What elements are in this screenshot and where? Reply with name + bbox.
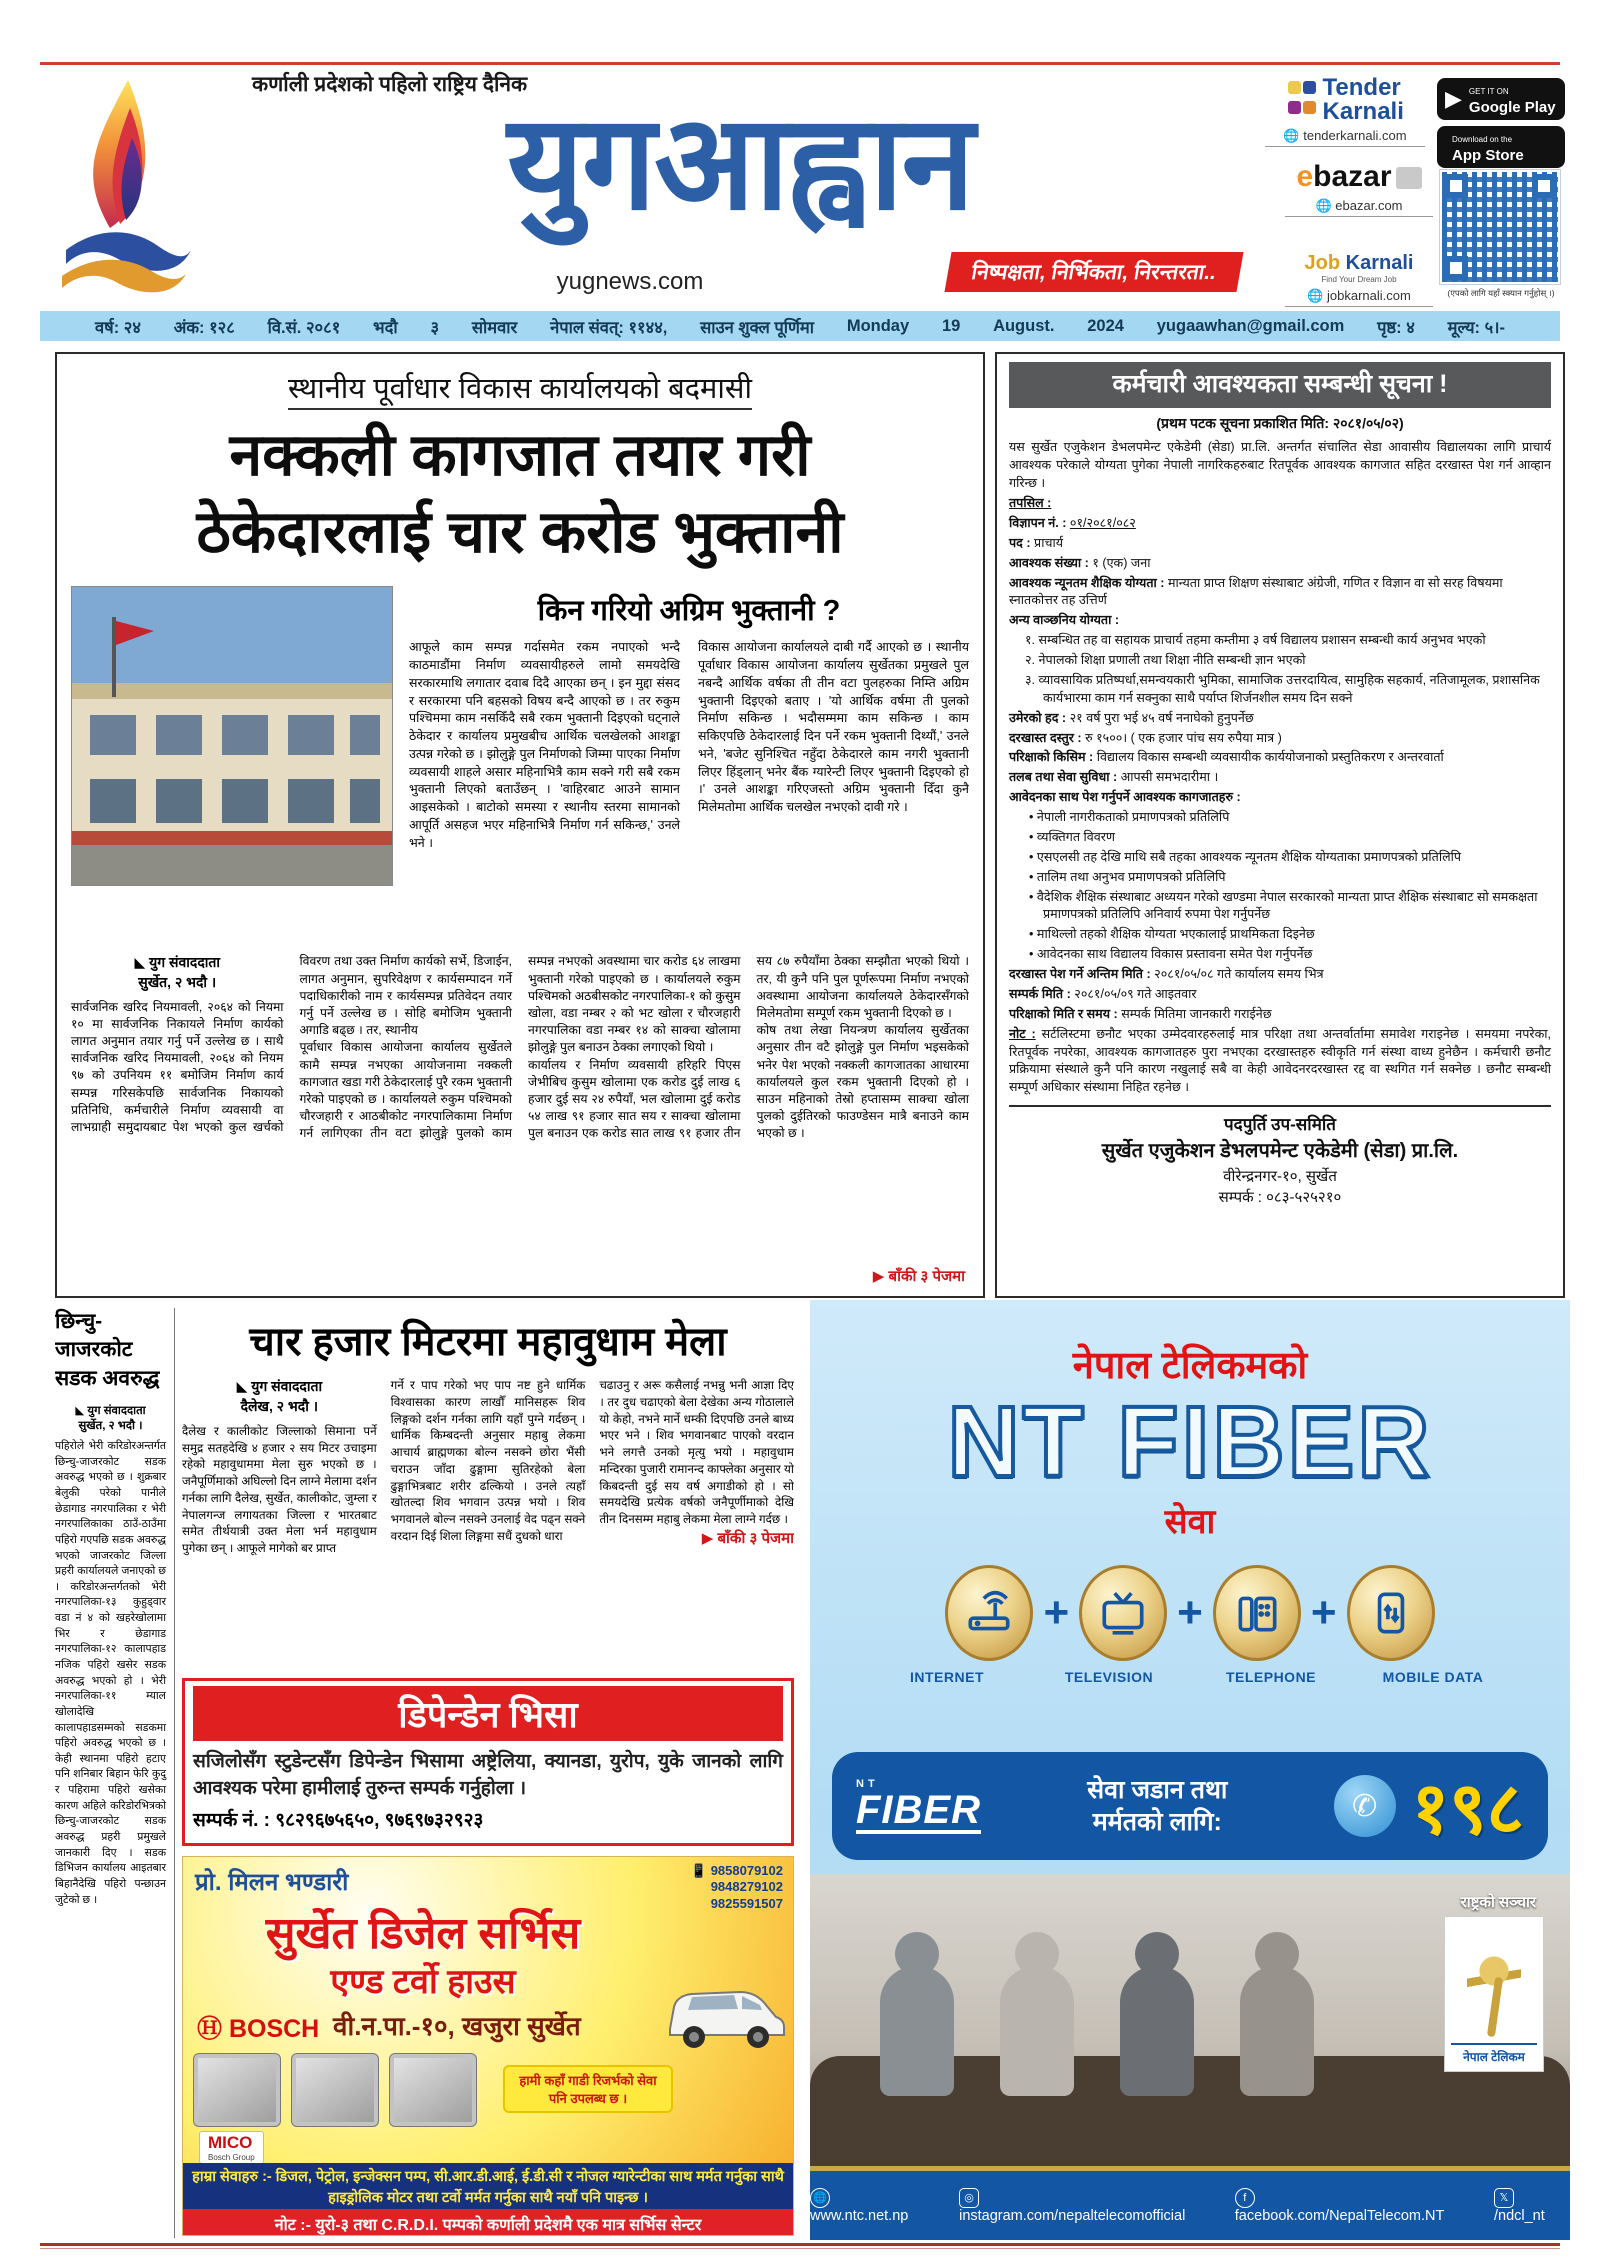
mico-sub: Bosch Group [208,2153,255,2162]
notice-footer [1009,1105,1551,1208]
visa-ad-contact[interactable]: सम्पर्क नं. : ९८२९६७५६५०, ९७६९७३२९२३ [193,1810,484,1832]
notice-address: वीरेन्द्रनगर-१०, सुर्खेत [1223,1167,1337,1185]
ebazar-url[interactable]: 🌐 ebazar.com [1285,198,1433,217]
instagram-icon: ◎ [959,2188,979,2208]
dateline-year: वर्ष: २४ [95,318,141,337]
phone-call-icon: ✆ [1334,1775,1396,1837]
label-telephone: TELEPHONE [1225,1669,1317,1685]
television-icon [1079,1565,1167,1661]
notice-value: १ (एक) जना [1092,555,1151,570]
lead-subhead: किन गरियो अग्रिम भुक्तानी ? [537,595,841,628]
notice-value: २०८१/०५/०८ गते कार्यालय समय भित्र [1154,967,1324,981]
notice-bullet: • वैदेशिक शैक्षिक संस्थाबाट अध्ययन गरेको खण्डमा नेपाल सरकारको मान्यता प्राप्त शैक्षिक संस्थाबाट सो समकक्षता प्रमाणपत्रको प्रतिलिपि अनिवार्य रुपमा पेश गर्नुपर्नेछ [1029,889,1538,922]
notice-value: २१ वर्ष पुरा भई ४५ वर्ष ननाघेको हुनुपर्नेछ [1069,710,1254,725]
lead-paragraph: कार्यालय र निर्माण व्यवसायी हरिहरि पिएस जेभीबिच कुसुम खोलामा एक करोड दुई लाख ६ हजार दुई सय २४ रुपैयाँ, भल खोलामा दुई करोड ५४ लाख ९१ हजार सात सय र साक्चा खोलामा पुल बनाउन एक करोड सात लाख ९१ हजार तीन सय ८७ रुपैयाँमा ठेक्का सम्झौता भएको थियो । तर, यी कुनै पनि पुल पूर्णरूपमा निर्माण नभएको अवस्थामा आयोजना कार्यालयले ठेकेदारसँगको मिलेमतोमा सम्पूर्ण रकम भुक्तानी दिएको छ । [528,954,969,1141]
diesel-owner: प्रो. मिलन भण्डारी [195,1869,349,1896]
dateline-en-month: August. [993,316,1055,335]
visa-ad-title: डिपेन्डेन भिसा [193,1686,783,1741]
injection-pump-image [389,2053,477,2127]
label-television: TELEVISION [1064,1669,1154,1685]
notice-value: रु १५००। ( एक हजार पांच सय रुपैया मात्र ) [1085,730,1282,745]
globe-icon: 🌐 [810,2188,830,2208]
diesel-phone[interactable]: 9858079102 [710,1863,783,1878]
label-mobile-data: MOBILE DATA [1382,1669,1484,1685]
notice-label: आवेदनका साथ पेश गर्नुपर्ने आवश्यक कागजातहरु : [1009,790,1241,805]
google-play-badge[interactable] [1437,78,1565,120]
person-silhouette [880,1966,954,2096]
job-name-1: Job [1304,252,1341,274]
notice-bullet: • तालिम तथा अनुभव प्रमाणपत्रको प्रतिलिपि [1029,869,1226,884]
notice-label: दरखास्त दस्तुर : [1009,730,1082,745]
job-tagline: Find Your Dream Job [1321,275,1397,284]
tender-name-1: Tender [1322,74,1401,101]
notice-value: प्राचार्य [1034,535,1064,550]
gplay-line1: GET IT ON [1468,87,1509,96]
job-url[interactable]: 🌐 jobkarnali.com [1285,288,1433,307]
play-store-icon: ▶ [1445,86,1462,111]
lead-article [55,352,985,1298]
lead-kicker: स्थानीय पूर्वाधार विकास कार्यालयको बदमासी [71,368,969,407]
mela-continued-marker[interactable]: ▶ बाँकी ३ पेजमा [701,1529,794,1547]
notice-label: तलब तथा सेवा सुविधा : [1009,770,1118,785]
nepal-telecom-logo [1444,1916,1544,2072]
road-paragraph: पहिरोले भेरी करिडोरअन्तर्गत छिन्चु-जाजरकोट सडक अवरुद्ध भएको छ । शुक्रबार बेलुकी परेको पानीले छेडागाड नगरपालिका र भेरी नगरपालिकाका ठाउँ-ठाउँमा पहिरो गएपछि सडक अवरुद्ध भएको जाजरकोट जिल्ला प्रहरी कार्यालयले जनाएको छ । करिडोरअन्तर्गतको भेरी नगरपालिका-१३ कुहुड्वार वडा नं ४ को खहरेखोलामा भिर र छेडागाड नगरपालिका-१२ कालापहाड नजिक पहिरो खसेर सडक अवरुद्ध भएको हो । भेरी नगरपालिका-११ म्याल खोलादेखि कालापहाडसम्मको सडकमा पहिरो अवरुद्ध भएको छ । केही स्थानमा पहिरो हटाए पनि शनिबार बिहान फेरि कुदु र पहिरामा पहिरो खसेका कारण अहिले करिडोरभित्रको छिन्चु-जाजरकोट सडक अवरुद्ध प्रहरी प्रमुखले जानकारी दिए । सडक डिभिजन कार्यालय आइतबार बिहानैदेखि पहिरो पन्छाउन जुटेको छ । [55,1440,166,1906]
dateline-price: मूल्य: ५।- [1447,318,1505,337]
tender-karnali-logo[interactable] [1265,76,1425,147]
qr-corner-icon [1444,256,1468,280]
notice-title: कर्मचारी आवश्यकता सम्बन्धी सूचना ! [1009,362,1551,408]
notice-value: आपसी समभदारीमा । [1120,770,1219,785]
dateline-day: ३ [430,318,440,337]
notice-label: परिक्षाको किसिम : [1009,750,1094,765]
shopping-bag-icon [1396,167,1422,189]
plus-sign: + [1310,1588,1337,1637]
nt-seva: सेवा [1164,1503,1216,1541]
lead-headline-line1: नक्कली कागजात तयार गरी [229,422,811,488]
notice-bullet: • माथिल्लो तहको शैक्षिक योग्यता भएकालाई प्राथमिकता दिइनेछ [1029,927,1315,942]
notice-contact[interactable]: सम्पर्क : ०८३-५२५२१० [1218,1188,1342,1206]
job-name-2: Karnali [1345,252,1414,274]
notice-note-label: नोट : [1009,1026,1036,1041]
notice-label: सम्पर्क मिति : [1009,986,1071,1001]
nt-hotline-bar [832,1752,1548,1860]
ebazar-e: e [1296,160,1314,193]
nt-fiber-logo: NT FIBER [856,1777,981,1832]
top-rule [40,62,1560,65]
mela-paragraph: गर्ने र पाप गरेको भए पाप नष्ट हुने धार्मिक विश्वासका कारण लाखौँ मानिसहरू शिव लिङ्गको दर्शन गर्नका लागि यहाँ पुग्ने गर्दछन् । धार्मिक किम्बदन्ती अनुसार महाबु लेकमा आचार्य ब्राह्मणका बोल्न नसक्ने छोरा भैंसी चराउन जाँदा ढुङ्गामा सुतिरहेको बेला ढुङ्गाभित्रबाट शरीर ढल्कियो । उनले त्यहाँ खोतल्दा शिव भगवान उत्पन्न भयो । शिव भगवानले बोल्न नसक्ने उनलाई वेद पढ्न सक्ने वरदान दिई शिला लिङ्गमा सधैं दुधको धारा [390,1378,586,1543]
person-silhouette [1000,1966,1074,2096]
person-silhouette [1240,1966,1314,2096]
nt-logo-label: नेपाल टेलिकम [1451,2043,1537,2065]
nt-family-photo [810,1874,1570,2166]
nt-website-link[interactable]: 🌐www.ntc.net.np [810,2188,933,2224]
bottom-rule [40,2243,1560,2249]
nt-fiber-ad[interactable] [810,1300,1570,2240]
nt-dancer-mark-icon [1467,1947,1521,2043]
road-headline: छिन्चु-जाजरकोट सडक अवरुद्ध [55,1310,160,1390]
diesel-note-strip: नोट :- युरो-३ तथा C.R.D.I. पम्पको कर्णाली प्रदेशमै एक मात्र सर्भिस सेन्टर [183,2209,793,2236]
notice-label: दरखास्त पेश गर्ने अन्तिम मिति : [1009,967,1151,981]
nt-cta-line2: मर्मतको लागि: [1092,1808,1222,1836]
app-store-badge[interactable] [1437,126,1565,168]
dateline-en-date: 19 [941,316,961,335]
mobile-data-icon [1347,1565,1435,1661]
lead-paragraph: पूर्वाधार विकास आयोजना कार्यालय सुर्खेतले कामै सम्पन्न नभएका आयोजनामा नक्कली कागजात खडा गरी ठेकेदारलाई पुरै रकम भुक्तानी गरेको पाइएको छ । कार्यालयले रुकुम पश्चिमको चौरजहारी र आठबीकोट नगरपालिकामा निर्माण गर्न लागिएका तीन वटा झोलुङ्गे पुलको काम सम्पन्न नभएको अवस्थामा चार करोड ६४ लाखमा भुक्तानी गरेको पाइएको छ । कार्यालयले रुकुम पश्चिमको अठबीसकोट नगरपालिका-१ को कुसुम खोला, वडा नम्बर २ को भट खोला र चौरजहारी नगरपालिका वडा नम्बर १४ को साक्चा खोलामा झोलुङ्गे पुल बनाउन ठेक्का लगाएको थियो । [299,954,741,1141]
qr-caption: (एपको लागि यहाँ स्क्यान गर्नुहोस् ।) [1447,288,1555,298]
lead-continued-marker[interactable]: ▶ बाँकी ३ पेजमा [867,1266,965,1286]
road-byline [55,1403,166,1433]
nt-footer-links [810,2166,1570,2240]
telephone-icon [1213,1565,1301,1661]
diesel-phone[interactable]: 9848279102 [710,1879,783,1895]
notice-label: विज्ञापन नं. : [1009,515,1067,530]
notice-label: आवश्यक संख्या : [1009,555,1089,570]
dateline-month: भदौ [373,318,398,337]
app-qr-code[interactable] [1440,170,1560,284]
nt-instagram-link[interactable]: ◎instagram.com/nepaltelecomofficial [959,2188,1209,2224]
dependent-visa-ad[interactable] [182,1678,794,1846]
nt-x-link[interactable]: 𝕏/ndcl_nt [1494,2188,1570,2224]
nt-slogan: राष्ट्रको सञ्चार [1460,1894,1536,1911]
lead-mid-columns [409,639,969,939]
ebazar-rest: bazar [1313,160,1392,193]
diesel-services-strip: हाम्रा सेवाहरु :- डिजल, पेट्रोल, इन्जेक्सन पम्प, सी.आर.डी.आई, ई.डी.सी र नोजल ग्यारेन्टीका साथ मर्मत गर्नुका साथै हाइड्रोलिक मोटर तथा टर्वो मर्मत गर्नुका साथै नयाँ पनि पाइन्छ । [183,2163,793,2213]
facebook-icon: f [1235,2188,1255,2208]
notice-label: परिक्षाको मिति र समय : [1009,1006,1118,1021]
diesel-phones[interactable]: 📱 9858079102 9848279102 9825591507 [690,1863,783,1911]
nt-brand-line: नेपाल टेलिकमको [1072,1345,1308,1387]
plus-sign: + [1177,1588,1203,1637]
diesel-service-ad[interactable] [182,1856,794,2236]
reserve-badge: हामी कहाँ गाडी रिजर्भको सेवा पनि उपलब्ध छ । [503,2065,673,2113]
gplay-line2: Google Play [1468,99,1556,116]
byline-agency: ◣ युग संवाददाता [236,1378,323,1394]
lead-paragraph: विकास आयोजना कार्यालयले दाबी गर्दै आएको छ । स्थानीय पूर्वाधार विकास आयोजना कार्यालय सुर्खेतका प्रमुखले पुल नबन्दै आर्थिक वर्षका ती तीन वटा पुलहरुका निम्ति अग्रिम भुक्तानी दिइएको बताए । 'यो आर्थिक वर्षमा ती पुलको निर्माण सकिन्छ । भदौसम्ममा काम सकिन्छ । काम सकिएपछि ठेकेदारलाई दिन पर्ने रकम भुक्तानी दिथ्यौं,' उनले भने, 'बजेट सुनिश्चित नहुँदा ठेकेदारले काम नगरी भुक्तानी लिएर हिंड्लान् भनेर बैंक ग्यारेन्टी लिएर भुक्तानी दिइएको हो ।' उनले आशङ्का गरिएजस्तो अग्रिम भुक्तानी दिँदा कुनै मिलेमतोमा आर्थिक चलखेल नभएको दावी गरे । [698,640,969,815]
lead-photo [71,586,393,886]
injection-pump-image [291,2053,379,2127]
plus-sign: + [1043,1588,1070,1637]
dateline-bar [40,311,1560,341]
notice-numbered-item: १. सम्बन्धित तह वा सहायक प्राचार्य तहमा कम्तीमा ३ वर्ष विद्यालय प्रशासन सम्बन्धी कार्य अनुभव भएको [1025,633,1486,648]
lead-headline [71,417,969,570]
notice-tapasil: तपसिल : [1009,496,1052,510]
notice-intro: यस सुर्खेत एजुकेशन डेभलपमेन्ट एकेडेमी (सेडा) प्रा.लि. अन्तर्गत संचालित सेडा आवासीय विद्यालयका लागि प्राचार्य आवश्यक परेकाले योग्यता पुगेका नेपाली नागरिकहरुबाट रितपूर्वक आवश्यक कागजात सहित दरखास्त पेश गर्न आव्हान गरिन्छ । [1009,440,1551,491]
ebazar-logo[interactable] [1285,160,1433,217]
dateline-bs: वि.सं. २०८१ [267,318,341,337]
vacancy-notice [995,352,1565,1298]
paper-website[interactable]: yugnews.com [556,268,704,295]
byline-place: दैलेख, २ भदौ । [240,1397,319,1414]
pump-images [193,2053,477,2127]
bosch-logo: Ⓗ BOSCH [197,2015,320,2043]
mela-columns [182,1377,794,1664]
dateline-pages: पृष्ठ: ४ [1377,318,1415,337]
astore-line1: Download on the [1452,135,1513,144]
paper-title: युगआह्वान [507,89,973,236]
dateline-en-day: Monday [846,316,910,335]
notice-value: ०१/२०८१/०८२ [1069,515,1136,530]
nt-product-title: NT FIBER [947,1386,1433,1498]
nt-service-labels [810,1669,1570,1685]
tender-name-2: Karnali [1322,98,1404,125]
mela-paragraph: चढाउनु र अरू कसैलाई नभन्नु भनी आज्ञा दिए । तर दुध चढाएको बेला देखेका अन्य गोठालाले यो केहो, नभने मार्ने धम्की दिएपछि उनले बाध्य भएर भने । शिव भगवानबाट पाएको वरदान भने लगत्तै उनको मृत्यु भयो । महावुधाम मन्दिरका पुजारी रामानन्द काफ्लेका अनुसार यो किबदन्ती दुई सय वर्ष अगाडीको हो । सो समयदेखि प्रत्येक वर्षको जनैपूर्णीमाको देखि तीन दिनसम्म महाबु लेकमा मेला लाग्ने गर्दछ । [599,1378,794,1526]
notice-organization: सुर्खेत एजुकेशन डेभलपमेन्ट एकेडेमी (सेडा) प्रा.लि. [1101,1140,1459,1163]
person-silhouette [1120,1966,1194,2096]
notice-value: २०८१/०५/०९ गते आइतवार [1074,986,1197,1001]
dateline-en-year: 2024 [1087,316,1124,335]
notice-value: मान्यता प्राप्त शिक्षण संस्थाबाट अंग्रेजी, गणित र विज्ञान वा सो सरह विषयमा स्नातकोत्तर तह उत्तिर्ण [1009,575,1503,608]
mico-logo: MICO Bosch Group [199,2131,264,2164]
notice-numbered-item: २. नेपालको शिक्षा प्रणाली तथा शिक्षा नीति सम्बन्धी ज्ञान भएको [1025,653,1306,667]
dateline-weekday: सोमवार [471,318,518,337]
mela-headline: चार हजार मिटरमा महावुधाम मेला [249,1320,727,1364]
lead-bottom-columns [71,953,969,1283]
nt-facebook-link[interactable]: ffacebook.com/NepalTelecom.NT [1235,2188,1468,2224]
diesel-address: वी.न.पा.-१०, खजुरा सुर्खेत [333,2011,581,2041]
notice-bullet: • आवेदनका साथ विद्यालय विकास प्रस्तावना समेत पेश गर्नुपर्नेछ [1029,947,1313,962]
x-icon: 𝕏 [1494,2188,1514,2208]
suv-image [662,1977,787,2060]
dateline-ns: नेपाल संवत्: ११४४, [550,318,668,337]
mela-byline [182,1377,377,1417]
notice-note-text: सर्टलिस्टमा छनौट भएका उम्मेदवारहरुलाई मात्र परिक्षा तथा अन्तर्वार्तामा समावेश गराइनेछ । समयमा नपरेका, रितपूर्वक नपरेका, आवश्यक कागजातहरु पुरा नभएका दरखास्तहरु स्वीकृति गर्न संस्था वाध्य हुनेछैन । कर्मचारी छनौट प्रक्रियामा संस्थाले कुनै पनि कारण नखुलाई सबै वा केही आवेदनरदरखास्त रद्द वा स्थगित गर्न सक्नेछ । छनौट सम्बन्धी सम्पूर्ण अधिकार संस्थामा निहित रहनेछ । [1009,1026,1552,1095]
qr-corner-icon [1444,174,1468,198]
notice-numbered-item: ३. व्यावसायिक प्रतिष्पर्धा,समन्वयकारी भुमिका, सामाजिक उत्तरदायित्व, सामुहिक सहकार्य, नतिजामूलक, प्रशासनिक कार्यभारमा काम गर्न सक्नुका साथै पर्याप्त शिर्जनशील समय दिन सक्ने [1025,672,1540,705]
tender-url[interactable]: 🌐 tenderkarnali.com [1265,128,1425,147]
lead-headline-line2: ठेकेदारलाई चार करोड भुक्तानी [196,498,844,565]
flame-logo [58,78,193,313]
notice-first-pub: (प्रथम पटक सूचना प्रकाशित मिति: २०८१/०५/०२) [1156,414,1404,431]
lead-paragraph: आफूले काम सम्पन्न गर्दासमेत रकम नपाएको भन्दै काठमाडौंमा निर्माण व्यवसायीहरुले लामो समयदेखि सरकारमाथि लगातार दवाब दिदै आएका छन् । इन मुद्दा संसद र सरकारमा पनि बहसको विषय बन्दै आएको छ । तर रुकुम पश्चिममा काम नसकिँदै सबै रकम भुक्तानी दिइएको घट्नाले ठेकेदार र कार्यालय प्रमुखबीच आर्थिक चलखेलको आशङ्का उत्पन्न गरेको छ । झोलुङ्गे पुल निर्माणको जिम्मा पाएका निर्माण व्यवसायी शाहले असार महिनाभित्रै काम सक्ने गरी सबै रकम भुक्तानी लिएको बताउँछन् । 'वाहिरबाट आउने सामान आइसकेको । बाटोको समस्या र स्थानीय स्तरमा सामानको आपूर्ति असहज भएर महिनाभित्रै निर्माण गर्न सकिन्छ,' उनले भने । [409,640,680,850]
lead-byline [71,953,284,992]
nt-fiber-logo-sub: NT [856,1777,879,1790]
dateline-issue: अंक: १२८ [173,318,235,337]
astore-line2: App Store [1452,147,1524,164]
nt-hotline-number[interactable]: १९८ [1411,1769,1524,1849]
nt-services-icons [810,1565,1570,1661]
visa-ad-body: सजिलोसँग स्टुडेन्टसँग डिपेन्डेन भिसामा अष्ट्रेलिया, क्यानडा, युरोप, युके जानको लागि आवश्यक परेमा हामीलाई तुरुन्त सम्पर्क गर्नुहोला । [193,1751,783,1799]
notice-bullet: • व्यक्तिगत विवरण [1029,829,1116,844]
paper-slogan-ribbon: निष्पक्षता, निर्भिकता, निरन्तरता.. [944,252,1243,292]
qr-corner-icon [1532,174,1556,198]
notice-label: आवश्यक न्यूनतम शैक्षिक योग्यता : [1009,575,1165,590]
notice-bullet: • एसएलसी तह देखि माथि सबै तहका आवश्यक न्यूनतम शैक्षिक योग्यताका प्रमाणपत्रको प्रतिलिपि [1029,849,1462,864]
paper-tagline: कर्णाली प्रदेशको पहिलो राष्ट्रिय दैनिक [252,73,528,96]
tender-karnali-squares-icon [1286,80,1318,120]
nt-cta-text: सेवा जडान तथा मर्मतको लागि: [1087,1775,1228,1836]
lead-paragraph: कोष तथा लेखा नियन्त्रण कार्यालय सुर्खेतका अनुसार तीन वटै झोलुङ्गे पुल निर्माण भइसकेको भनेर पेश भएको नक्कली कागजातका आधारमा कार्यालयले कुल रकम भुक्तानी दिएको हो । साउन महिनाको तेस्रो हप्तासम्म साक्चा खोला पुलको दुईतिरको फाउण्डेसन मात्रै बनाउने काम भएको छ । [756,1023,969,1141]
notice-value: विद्यालय विकास सम्बन्धी व्यवसायीक कार्ययोजनाको प्रस्तुतिकरण र अन्तरवार्ता [1096,750,1444,765]
injection-pump-image [193,2053,281,2127]
mela-article [182,1312,794,1664]
mela-paragraph: दैलेख र कालीकोट जिल्लाको सिमाना पर्ने समुद्र सतहदेखि ४ हजार २ सय मिटर उचाइमा रहेको महावुधाममा मेला सुरु भएको छ । जनैपूर्णिमाको अघिल्लो दिन लाग्ने मेलामा दर्शन गर्नका लागि दैलेख, सुर्खेत, कालीकोट, जुम्ला र नेपालगन्ज लगायतका जिल्ला र भारतबाट समेत तीर्थयात्री उक्त मेला भर्न महावुधाम पुगेका छन् । आफूले मागेको बर प्राप्त [182,1423,377,1555]
notice-committee: पदपुर्ति उप-समिति [1224,1115,1336,1135]
diesel-phone[interactable]: 9825591507 [710,1895,783,1911]
label-internet: INTERNET [910,1669,984,1685]
internet-router-icon [945,1565,1033,1661]
byline-place: सुर्खेत, २ भदौ । [78,1420,143,1433]
notice-bullet: • नेपाली नागरीकताको प्रमाणपत्रको प्रतिलिपि [1029,810,1230,824]
dateline-tithi: साउन शुक्ल पूर्णिमा [700,318,815,337]
notice-label: उमेरको हद : [1009,710,1067,725]
byline-place: सुर्खेत, २ भदौ । [138,973,217,990]
notice-label: अन्य वाञ्छनिय योग्यता : [1009,613,1120,628]
diesel-subtitle: एण्ड टर्वो हाउस [330,1963,516,2001]
road-article [55,1308,175,2238]
job-karnali-logo[interactable] [1285,252,1433,307]
notice-value: सम्पर्क मितिमा जानकारी गराईनेछ [1121,1006,1272,1021]
lead-paragraph: सार्वजनिक खरिद नियमावली, २०६४ को नियमा १० मा सार्वजनिक निकायले निर्माण कार्यको लागत अनुमान तयार गर्नु पर्ने उल्लेख छ । साथै सार्वजनिक खरिद नियमावली, २०६४ को नियम ९७ को उपनियम ११ बमोजिम निर्माण कार्य सम्पन्न गरिसकेपछि सार्वजनिक निकायको प्रतिनिधि, कर्मचारीले निर्माण व्यवसायी वा लाभग्राही समुदायबाट पेश भएको कुल खर्चको विवरण तथा उक्त निर्माण कार्यको सर्भे, डिजाईन, लागत अनुमान, सुपरिवेक्षण र कार्यसम्पादन गर्ने पदाधिकारीको नाम र कार्यसम्पन्न प्रतिवेदन तयार गर्नु पर्ने उल्लेख छ । सोहि बमोजिम भुक्तानी अगाडि बढ्छ । तर, स्थानीय [71,954,512,1134]
byline-agency: ◣ युग संवाददाता [75,1405,146,1418]
dateline-email[interactable]: yugaawhan@gmail.com [1156,316,1345,335]
diesel-title: सुर्खेत डिजेल सर्भिस [265,1909,581,1958]
notice-label: पद : [1009,535,1031,550]
byline-agency: ◣ युग संवाददाता [134,954,221,971]
